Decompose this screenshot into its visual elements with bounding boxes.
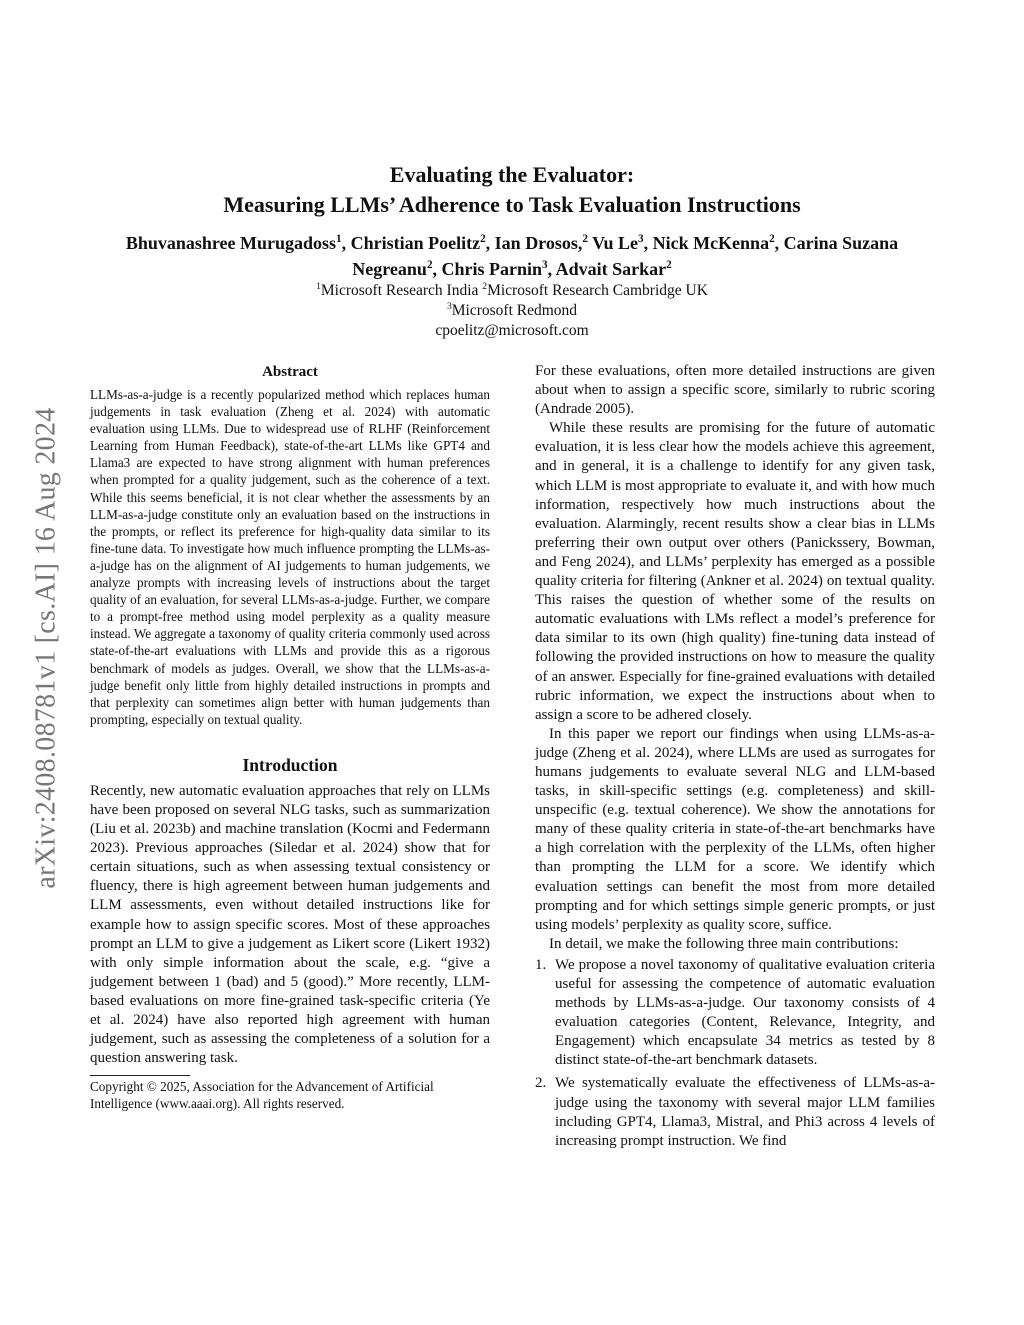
list-number: 2. [535, 1075, 547, 1092]
body-paragraph: For these evaluations, often more detailed instructions are given about when to assign a specific score, similarly to rubric scoring (Andrade 2005). [535, 363, 935, 418]
arxiv-stamp [22, 345, 72, 950]
author: Ian Drosos,$^2$ [494, 233, 588, 253]
title-line-2: Measuring LLMs’ Adherence to Task Evaluation Instructions [223, 192, 801, 217]
author: Bhuvanashree Murugadoss$^1$ [125, 233, 342, 253]
list-item-text: We systematically evaluate the effectiveness of LLMs-as-a-judge using the taxonomy with several major LLM families including GPT4, Llama3, Mistral, and Phi3 across 4 levels of increasing prompt instruction. We find [555, 1075, 935, 1149]
left-column [90, 362, 490, 1112]
introduction-paragraph: Recently, new automatic evaluation approaches that rely on LLMs have been proposed on several NLG tasks, such as summarization (Liu et al. 2023b) and machine translation (Kocmi and Federmann 2023). Previous approaches (Siledar et al. 2024) show that for certain situations, such as when assessing textual consistency or fluency, there is high agreement between human judgements and LLM assessments, even without detailed instructions like for example how to assign specific scores. Most of these approaches prompt an LLM to give a judgement as Likert score (Likert 1932) with only simple information about the scale, e.g. “give a judgement between 1 (bad) and 5 (good).” More recently, LLM-based evaluations on more fine-grained task-specific criteria (Ye et al. 2024) have also reported high agreement with human judgement, such as assessing the completeness of a solution for a question answering task. [90, 782, 490, 1067]
author: Vu Le$^3$ [592, 233, 644, 253]
body-paragraph: In detail, we make the following three main contributions: [549, 935, 899, 952]
affiliations [110, 281, 914, 341]
abstract-heading: Abstract [262, 364, 318, 380]
introduction-heading: Introduction [242, 754, 338, 775]
list-number: 1. [535, 956, 547, 973]
paper-title [110, 160, 914, 220]
contributions-list [535, 956, 935, 1151]
copyright-footnote: Copyright © 2025, Association for the Advancement of Artificial Intelligence (www.aaai.org). All rights reserved. [90, 1079, 434, 1111]
author: Christian Poelitz$^2$ [350, 233, 486, 253]
author: Chris Parnin$^3$ [441, 259, 548, 279]
body-paragraph: In this paper we report our findings when using LLMs-as-a-judge (Zheng et al. 2024), where LLMs are used as surrogates for humans judgements to evaluate several NLG and LLM-based tasks, in skill-specific settings (e.g. completeness) and skill-unspecific (e.g. textual coherence). We show the annotations for many of these quality criteria in state-of-the-art benchmarks have a high correlation with the perplexity of the LLMs, often higher than prompting the LLM for a score. We identify which evaluation settings can benefit the most from more detailed prompting and for which settings simple generic prompts, or just using models’ perplexity as quality score, suffice. [535, 725, 935, 933]
list-item [535, 1074, 935, 1150]
right-column [535, 362, 935, 1155]
author: Carina Suzana Negreanu$^2$ [352, 233, 899, 279]
list-item [535, 956, 935, 1071]
arxiv-stamp-text: arXiv:2408.08781v1 [cs.AI] 16 Aug 2024 [31, 406, 62, 889]
affiliation-line: $^3$Microsoft Redmond [446, 300, 578, 319]
abstract-text: LLMs-as-a-judge is a recently popularized method which replaces human judgements in task evaluation (Zheng et al. 2024) with automatic evaluation using LLMs. Due to widespread use of RLHF (Reinforcement Learning from Human Feedback), state-of-the-art LLMs like GPT4 and Llama3 are expected to have strong alignment with human preferences when prompted for a quality judgement, such as the coherence of a text. While this seems beneficial, it is not clear whether the assessments by an LLM-as-a-judge constitute only an evaluation based on the instructions in the prompts, or reflect its preference for high-quality data similar to its fine-tune data. To investigate how much influence prompting the LLMs-as-a-judge has on the alignment of AI judgements to human judgements, we analyze prompts with increasing levels of instructions about the target quality of an evaluation, for several LLMs-as-a-judge. Further, we compare to a prompt-free method using model perplexity as a quality measure instead. We aggregate a taxonomy of quality criteria commonly used across state-of-the-art evaluations with LLMs and provide this as a rigorous benchmark of models as judges. Overall, we show that the LLMs-as-a-judge benefit only little from highly detailed instructions in prompts and that perplexity can sometimes align better with human judgements than prompting, especially on textual quality. [90, 387, 490, 727]
body-paragraph: While these results are promising for the future of automatic evaluation, it is less clear how the models achieve this agreement, and in general, it is a challenge to identify for any given task, which LLM is most appropriate to evaluate it, and with how much information, respectively how much instructions about the evaluation. Alarmingly, recent results show a clear bias in LLMs preferring their own output over others (Panickssery, Bowman, and Feng 2024), and LLMs’ perplexity has emerged as a possible quality criteria for filtering (Ankner et al. 2024) on textual quality. This raises the question of whether some of the results on automatic evaluations with LMs reflect a model’s preference for data similar to its own (high quality) fine-tuning data instead of following the provided instructions on how to measure the quality of an answer. Especially for fine-grained evaluations with detailed rubric information, we expect the instructions about when to assign a score to be adhered closely. [535, 420, 935, 723]
affiliation-line: $^1$Microsoft Research India $^2$Microsoft Research Cambridge UK [316, 280, 708, 299]
author: Nick McKenna$^2$ [652, 233, 775, 253]
footnote-rule [90, 1075, 190, 1076]
title-line-1: Evaluating the Evaluator: [389, 162, 635, 187]
author: Advait Sarkar$^2$ [555, 259, 672, 279]
author-email: cpoelitz@microsoft.com [435, 322, 589, 339]
author-list: Bhuvanashree Murugadoss$^1$, Christian Poelitz$^2$, Ian Drosos,$^2$ Vu Le$^3$, Nick McKenna$^2$, Carina Suzana Negreanu$^2$, Chris Parnin$^3$, Advait Sarkar$^2$ [125, 233, 899, 279]
list-item-text: We propose a novel taxonomy of qualitative evaluation criteria useful for assessing the competence of automatic evaluation methods by LLMs-as-a-judge. Our taxonomy consists of 4 evaluation categories (Content, Relevance, Integrity, and Engagement) which encapsulate 34 metrics as tested by 8 distinct state-of-the-art benchmark datasets. [555, 956, 935, 1069]
